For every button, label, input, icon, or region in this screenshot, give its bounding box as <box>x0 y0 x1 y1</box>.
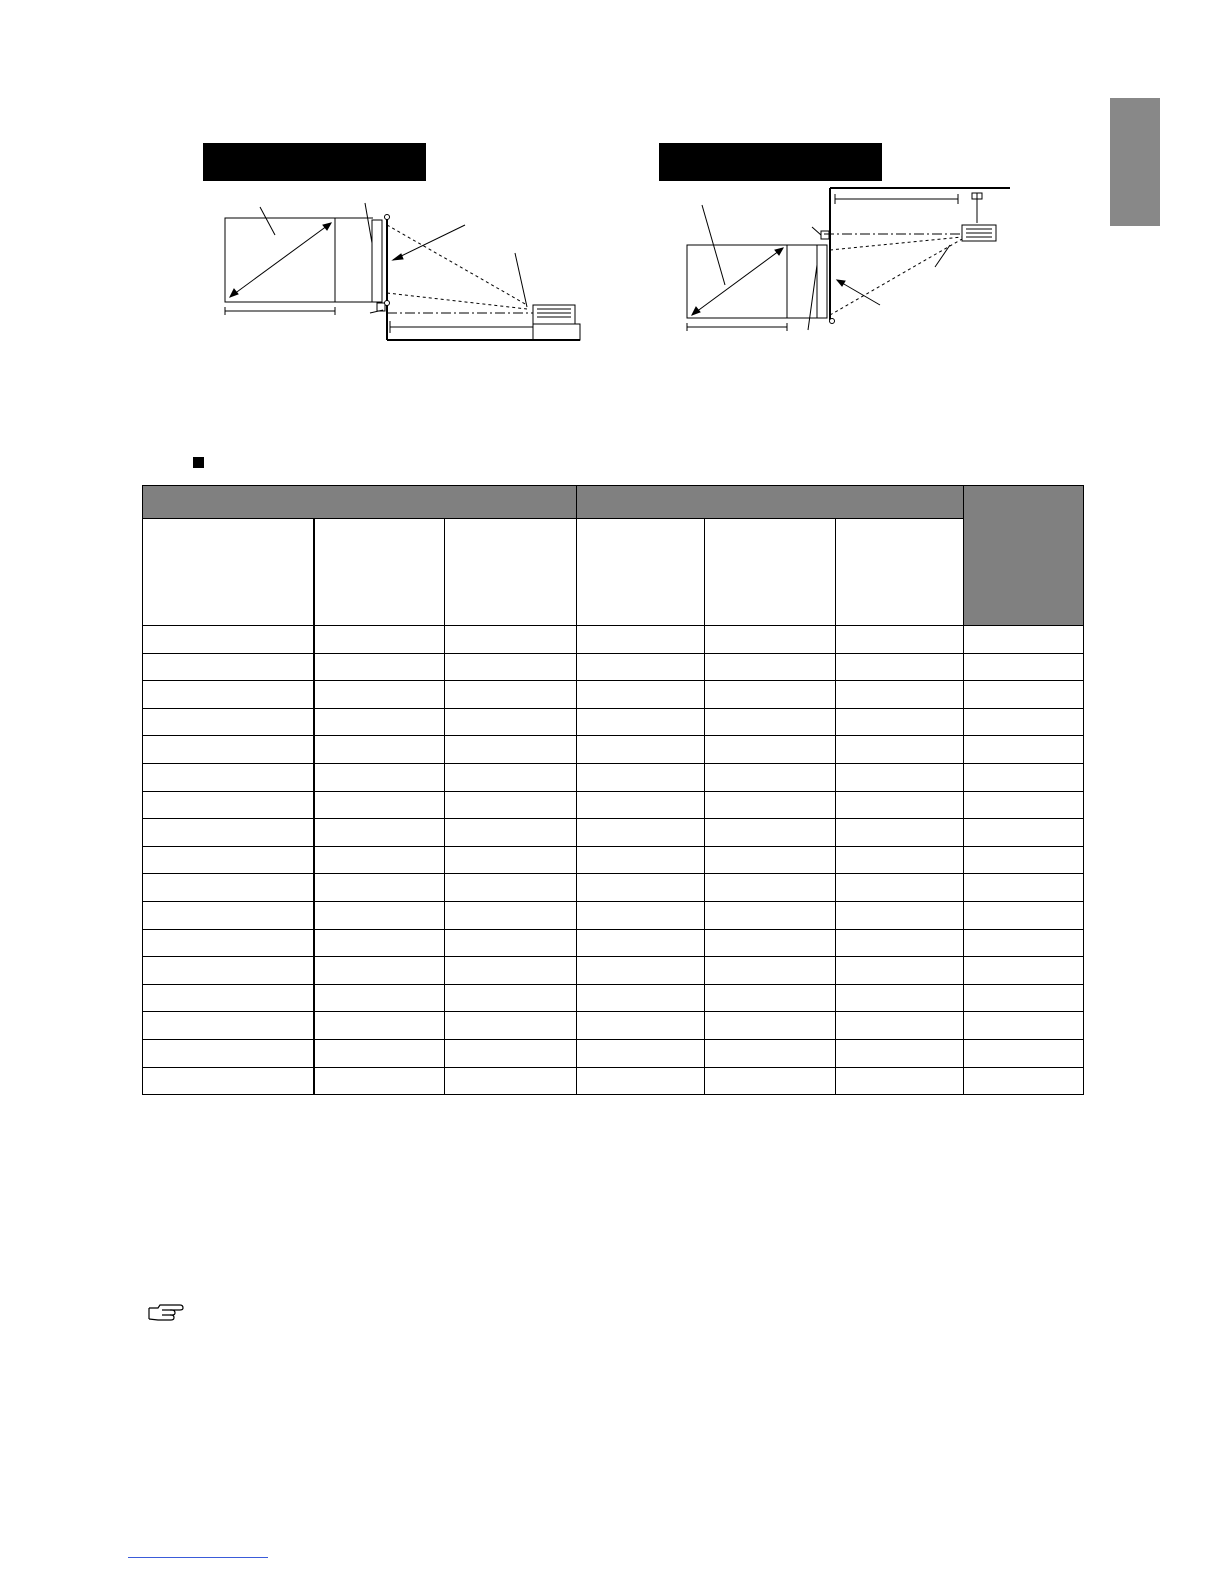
table-cell <box>314 1039 445 1067</box>
table-cell <box>964 763 1084 791</box>
table-row <box>143 901 1084 929</box>
floor-installation-title-bar <box>203 143 426 181</box>
table-cell <box>964 1012 1084 1040</box>
table-cell <box>445 626 577 654</box>
table-cell <box>143 1039 314 1067</box>
table-cell <box>836 626 964 654</box>
table-cell <box>577 763 705 791</box>
table-cell <box>143 846 314 874</box>
table-cell <box>705 1067 836 1095</box>
table-cell <box>836 1039 964 1067</box>
table-cell <box>445 819 577 847</box>
table-cell <box>705 819 836 847</box>
table-cell <box>705 957 836 985</box>
table-cell <box>705 653 836 681</box>
language-side-tab <box>1110 98 1160 226</box>
table-stand <box>533 324 580 340</box>
table-row <box>143 1067 1084 1095</box>
table-cell <box>314 984 445 1012</box>
table-cell <box>705 846 836 874</box>
table-row <box>143 763 1084 791</box>
table-cell <box>445 791 577 819</box>
table-cell <box>705 626 836 654</box>
table-cell <box>143 929 314 957</box>
table-cell <box>577 708 705 736</box>
table-cell <box>577 901 705 929</box>
table-cell <box>445 984 577 1012</box>
column-header <box>577 519 705 626</box>
table-cell <box>836 846 964 874</box>
table-cell <box>964 929 1084 957</box>
table-cell <box>143 708 314 736</box>
table-cell <box>577 957 705 985</box>
table-cell <box>143 736 314 764</box>
table-cell <box>314 681 445 709</box>
table-cell <box>445 763 577 791</box>
table-cell <box>964 957 1084 985</box>
column-header <box>445 519 577 626</box>
table-cell <box>314 736 445 764</box>
table-cell <box>445 874 577 902</box>
table-cell <box>836 929 964 957</box>
table-row <box>143 874 1084 902</box>
table-cell <box>836 763 964 791</box>
table-cell <box>705 874 836 902</box>
column-header <box>314 519 445 626</box>
table-cell <box>836 1067 964 1095</box>
table-cell <box>705 736 836 764</box>
table-cell <box>577 874 705 902</box>
pointing-hand-icon <box>146 1302 186 1324</box>
table-cell <box>964 653 1084 681</box>
table-cell <box>577 681 705 709</box>
diagonal-arrow <box>230 223 331 297</box>
table-cell <box>577 653 705 681</box>
table-cell <box>964 708 1084 736</box>
column-header <box>836 519 964 626</box>
table-cell <box>314 1012 445 1040</box>
table-cell <box>314 874 445 902</box>
table-cell <box>964 819 1084 847</box>
table-cell <box>964 874 1084 902</box>
table-cell <box>836 791 964 819</box>
table-cell <box>143 763 314 791</box>
table-cell <box>577 846 705 874</box>
table-cell <box>836 736 964 764</box>
table-cell <box>836 819 964 847</box>
table-cell <box>577 1012 705 1040</box>
table-cell <box>143 874 314 902</box>
table-cell <box>445 1039 577 1067</box>
table-cell <box>836 901 964 929</box>
table-cell <box>577 819 705 847</box>
table-cell <box>314 957 445 985</box>
table-cell <box>964 791 1084 819</box>
table-cell <box>445 846 577 874</box>
table-row <box>143 819 1084 847</box>
table-cell <box>314 791 445 819</box>
table-cell <box>705 681 836 709</box>
projection-dimensions-table <box>142 485 1084 1095</box>
table-cell <box>143 653 314 681</box>
table-cell <box>836 653 964 681</box>
table-cell <box>445 929 577 957</box>
distance-group-header <box>577 486 964 519</box>
table-cell <box>314 708 445 736</box>
table-row <box>143 653 1084 681</box>
table-cell <box>314 1067 445 1095</box>
table-cell <box>143 681 314 709</box>
screen-side-view <box>372 220 382 302</box>
table-cell <box>577 736 705 764</box>
table-row <box>143 1039 1084 1067</box>
table-cell <box>143 791 314 819</box>
table-row <box>143 957 1084 985</box>
table-cell <box>143 957 314 985</box>
table-cell <box>577 984 705 1012</box>
column-header <box>705 519 836 626</box>
table-cell <box>143 819 314 847</box>
table-row <box>143 1012 1084 1040</box>
section-bullet <box>193 457 204 468</box>
table-row <box>143 708 1084 736</box>
table-cell <box>577 626 705 654</box>
table-cell <box>964 736 1084 764</box>
table-row <box>143 626 1084 654</box>
table-cell <box>445 653 577 681</box>
table-cell <box>705 791 836 819</box>
table-cell <box>964 984 1084 1012</box>
table-cell <box>836 708 964 736</box>
table-cell <box>314 929 445 957</box>
table-cell <box>314 819 445 847</box>
table-cell <box>445 681 577 709</box>
table-cell <box>445 708 577 736</box>
table-cell <box>314 653 445 681</box>
table-cell <box>143 1067 314 1095</box>
table-cell <box>705 984 836 1012</box>
table-cell <box>143 626 314 654</box>
table-cell <box>705 708 836 736</box>
floor-installation-diagram <box>215 185 590 345</box>
table-cell <box>705 1039 836 1067</box>
table-row <box>143 929 1084 957</box>
table-row <box>143 846 1084 874</box>
footer-link-underline[interactable] <box>128 1557 268 1558</box>
table-cell <box>705 901 836 929</box>
table-cell <box>314 846 445 874</box>
screen-side-view <box>817 245 827 318</box>
table-cell <box>705 763 836 791</box>
table-cell <box>577 791 705 819</box>
table-cell <box>836 681 964 709</box>
table-cell <box>445 1012 577 1040</box>
table-row <box>143 681 1084 709</box>
ceiling-installation-title-bar <box>659 143 882 181</box>
table-cell <box>577 1039 705 1067</box>
table-row <box>143 984 1084 1012</box>
table-cell <box>964 901 1084 929</box>
table-cell <box>836 874 964 902</box>
table-cell <box>964 1067 1084 1095</box>
table-cell <box>705 1012 836 1040</box>
table-cell <box>445 736 577 764</box>
table-cell <box>143 1012 314 1040</box>
projector-body <box>533 305 575 324</box>
table-cell <box>445 957 577 985</box>
table-cell <box>314 626 445 654</box>
table-cell <box>143 984 314 1012</box>
column-header <box>143 519 314 626</box>
table-cell <box>577 1067 705 1095</box>
table-cell <box>314 901 445 929</box>
diagonal-arrow <box>692 248 783 315</box>
ceiling-installation-diagram <box>680 185 1015 345</box>
table-cell <box>964 626 1084 654</box>
table-cell <box>445 901 577 929</box>
table-cell <box>577 929 705 957</box>
table-row <box>143 791 1084 819</box>
table-cell <box>314 763 445 791</box>
table-cell <box>836 984 964 1012</box>
table-cell <box>705 929 836 957</box>
table-cell <box>964 1039 1084 1067</box>
table-cell <box>143 901 314 929</box>
table-cell <box>964 681 1084 709</box>
table-cell <box>836 1012 964 1040</box>
table-cell <box>445 1067 577 1095</box>
screen-dimensions-group-header <box>143 486 577 519</box>
table-cell <box>836 957 964 985</box>
table-cell <box>964 846 1084 874</box>
table-row <box>143 736 1084 764</box>
offset-header <box>964 486 1084 626</box>
